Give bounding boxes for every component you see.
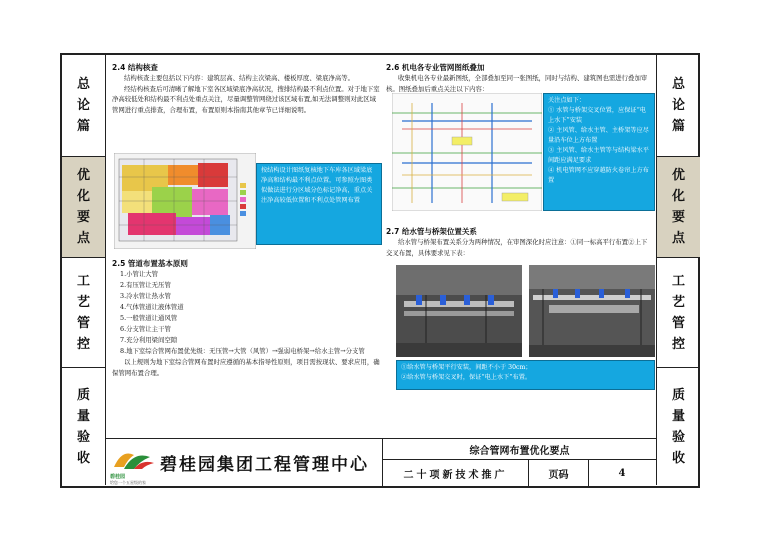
structure-plan-figure (114, 153, 256, 249)
section-2-5-para: 以上规则为地下室综合管网布置时应遵循的基本指导性原则，项目需按现状、要求应用，确保管网布置合理。 (112, 358, 380, 377)
left-sidebar (62, 55, 106, 485)
tab-char: 工 (76, 273, 90, 289)
tab-char: 收 (671, 450, 685, 466)
page-number: 4 (618, 468, 626, 479)
right-tab-process-control[interactable] (657, 258, 700, 368)
footer (106, 438, 656, 487)
right-column (386, 62, 652, 94)
section-2-5 (112, 258, 382, 378)
parallel-install-photo (396, 265, 522, 357)
series-title: 二十项新技术推广 (383, 460, 529, 487)
tab-char: 质 (671, 387, 685, 403)
tab-char: 总 (76, 77, 90, 92)
priority-item: 8.地下室综合管网布置优先级：无压管→大管（风管）→强弱电桥架→给水主管→分支管 (120, 347, 365, 355)
left-tab-process-control[interactable] (62, 258, 105, 368)
list-item: 7.充分利用梁间空隙 (120, 336, 178, 344)
tab-char: 优 (671, 168, 685, 183)
left-tab-overview[interactable] (62, 55, 105, 157)
tab-char: 总 (671, 77, 685, 92)
tab-char: 化 (76, 189, 90, 204)
section-2-4-para2: 经结构核查后可清晰了解地下室各区域梁底净高状况，搜排结构最不利点位置。对于地下室净高较低处和结构最不利点处重点关注，尽量调整管网绕过该区域布置,如无法调整则对此区域管网进行重点排查，合理布置，布置原则本指南其他章节已详细说明。 (112, 84, 380, 114)
tab-char: 篇 (671, 119, 685, 134)
footer-info-row (382, 460, 656, 487)
section-2-6-heading: 2.6 机电各专业管网图纸叠加 (386, 63, 485, 72)
tab-char: 量 (76, 408, 90, 424)
right-tab-overview[interactable] (657, 55, 700, 157)
right-tab-optimization[interactable] (657, 157, 700, 258)
section-2-4-heading: 2.4 结构核查 (112, 63, 158, 72)
section-2-7-para: 给水管与桥架布置关系分为两种情况，在审图深化时应注意：①同一标高平行布置②上下交叉布置，具体要求见下表： (386, 238, 648, 257)
section-2-5-heading: 2.5 管道布置基本原则 (112, 259, 188, 268)
section-2-7 (386, 226, 652, 258)
list-item: 6.分支管让主干管 (120, 325, 171, 333)
tab-char: 工 (671, 273, 685, 289)
right-tab-quality-acceptance[interactable] (657, 368, 700, 485)
tab-char: 要 (76, 210, 90, 225)
tab-char: 收 (76, 450, 90, 466)
section-2-6-para: 收集机电各专业最新图纸，全部叠加至同一张图纸，同时与结构、建筑图也需进行叠加审核。图纸叠加后重点关注以下内容： (386, 74, 648, 93)
company-name: 碧桂园集团工程管理中心 (160, 455, 369, 475)
tab-char: 验 (76, 429, 90, 445)
callout-title: 关注点如下： (548, 97, 586, 104)
callout-item: ① 水管与桥架交叉位置，应保证“电上水下”安装 (548, 107, 646, 124)
list-item: 5.一般管道让通风管 (120, 314, 178, 322)
list-item: 1.小管让大管 (120, 270, 159, 278)
left-tab-optimization[interactable] (62, 157, 105, 258)
tab-char: 质 (76, 387, 90, 403)
tab-char: 点 (76, 231, 90, 246)
callout-item: ④ 机电管网不应穿越防火卷帘上方布置 (548, 167, 649, 184)
left-column (112, 62, 382, 115)
company-logo-area (106, 439, 376, 487)
tab-char: 量 (671, 408, 685, 424)
callout-item: ①给水管与桥架平行安装，间距不小于 30cm； (401, 364, 532, 371)
structure-check-callout (256, 163, 382, 245)
callout-item: ②给水管与桥架交叉时，保证“电上水下”布置。 (401, 374, 532, 381)
cross-install-photo (529, 265, 655, 357)
mep-focus-callout (543, 93, 655, 211)
tab-char: 优 (76, 168, 90, 183)
tab-char: 论 (76, 98, 90, 113)
tab-char: 点 (671, 231, 685, 246)
list-item: 3.冷水管让热水管 (120, 292, 171, 300)
tab-char: 管 (671, 315, 685, 331)
principle-list (112, 269, 382, 346)
callout-text: 按结构设计图纸复核地下车库各区域梁底净高和结构最不利点位置，可参照左图类似做法进行分区域分色标记净高，重点关注净高较低位置和不利点处管网布置 (261, 167, 373, 204)
logo-slogan: 给您一个五星级的家 (110, 480, 146, 485)
tab-char: 艺 (671, 294, 685, 310)
mep-overlay-drawing (392, 93, 542, 211)
tab-char: 控 (671, 336, 685, 352)
left-tab-quality-acceptance[interactable] (62, 368, 105, 485)
right-sidebar (656, 55, 700, 485)
tab-char: 管 (76, 315, 90, 331)
tab-char: 化 (671, 189, 685, 204)
tab-char: 论 (671, 98, 685, 113)
pipe-tray-callout (396, 360, 655, 390)
main-content (106, 56, 655, 438)
tab-char: 篇 (76, 119, 90, 134)
list-item: 4.气体管道让液体管道 (120, 303, 184, 311)
page-label: 页码 (529, 460, 589, 487)
tab-char: 验 (671, 429, 685, 445)
logo-text: 碧桂园 (110, 474, 126, 480)
section-2-7-heading: 2.7 给水管与桥架位置关系 (386, 227, 477, 236)
page-title: 综合管网布置优化要点 (382, 439, 656, 460)
callout-item: ② 主风管、给水主管、主桥架等应尽量沿车位上方布置 (548, 127, 649, 144)
tab-char: 控 (76, 336, 90, 352)
tab-char: 要 (671, 210, 685, 225)
section-2-4-para1: 结构核查主要包括以下内容：建筑层高、结构主次梁高、楼板厚度、梁底净高等。 (124, 74, 355, 82)
tab-char: 艺 (76, 294, 90, 310)
list-item: 2.有压管让无压管 (120, 281, 171, 289)
callout-item: ③ 主风管、给水主管等与结构梁水平间距应满足要求 (548, 147, 649, 164)
